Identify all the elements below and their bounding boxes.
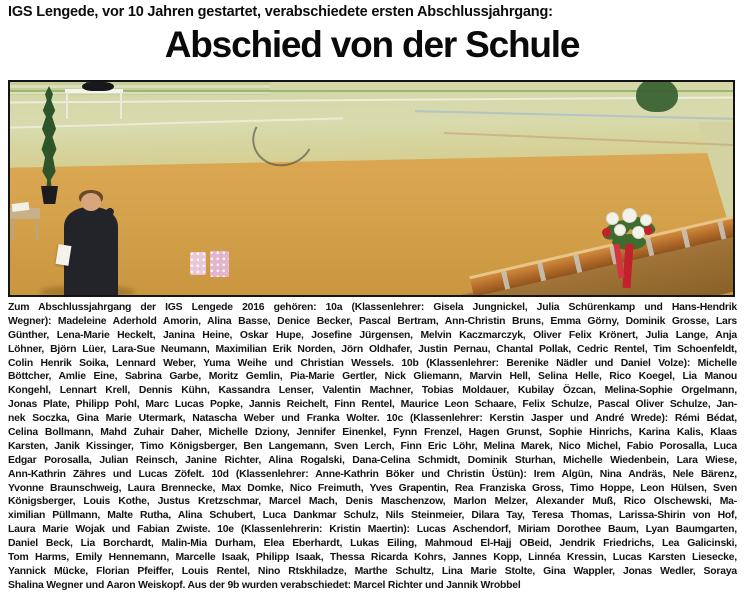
table-leg: [120, 92, 122, 119]
side-table-leg: [12, 218, 14, 240]
caption-line: Kongehl, Lennart Krell, Dennis Kühn, Kassandra Lenser, Valentin Machner, Tobias Moldauer, Kubilay Özcan, Melina-Sophie Orgelmann,: [8, 385, 737, 397]
kicker-line: IGS Lengede, vor 10 Jahren gestartet, verabschiedete ersten Abschlussjahrgang:: [8, 4, 553, 20]
caption-line: Yvonne Braunschweig, Laura Brennecke, Max Domke, Nico Freimuth, Yves Grapentin, Rea Franziska Gross, Timo Hoppe, Leon Hülsen, Sven: [8, 482, 737, 494]
caption-line: Tom Harms, Emily Hennemann, Marcelle Isaak, Philipp Isaak, Thessa Ricarda Kohrs, Jannes Kopp, Linnéa Kressin, Lucas Karsten Liesecke,: [8, 552, 737, 564]
caption-line: Ann-Kathrin Zähres und Lucas Zöfelt. 10d (Klassenlehrer: Anne-Kathrin Böker und Christin Üstün): Irem Algün, Nina Andräs, Nele Bärenz,: [8, 468, 737, 480]
caption-line: nek Soczka, Gina Marie Utermark, Natascha Weber und Franka Wolter. 10c (Klassenlehrer: Kerstin Jasper und André Wrede): Rémi Bédat,: [8, 413, 737, 425]
potted-cypress: [34, 86, 64, 208]
red-flower: [602, 228, 611, 237]
white-flower: [622, 208, 637, 223]
headline: Abschied von der Schule: [164, 24, 580, 65]
gift-bag: [190, 252, 206, 275]
white-flower: [632, 226, 645, 239]
white-flower: [614, 224, 626, 236]
caption-line: Königsberger, Louis Kothe, Justus Kretzschmar, Marcel Mach, Denis Maschenzow, Marlon Melzer, Alexander Muß, Rico Olschewski, Ma-: [8, 496, 737, 508]
side-table-leg: [36, 218, 38, 240]
class-photo: [8, 80, 735, 297]
caption-line: Celina Bollmann, Mahd Zuhair Daher, Michelle Dziony, Jennifer Einenkel, Fynn Frenzel, Hagen Grunst, Sophie Hinrichs, Karina Kalis, Klaas: [8, 427, 737, 439]
caption-line: Daniel Beck, Lia Borchardt, Malin-Mia Durham, Elea Eberhardt, Lukas Eiling, Mahmoud El-Hajj OBeid, Jendrik Friedrichs, Lea Galicinski,: [8, 538, 737, 550]
white-flower: [606, 212, 619, 225]
white-flower: [640, 214, 652, 226]
caption-line: Laura Marie Wojak und Fabian Zwiste. 10e (Klassenlehrerin: Kristin Maertin): Lucas Aschendorf, Miriam Dorothee Baum, Lyan Baumgarten,: [8, 524, 737, 536]
table-object: [82, 82, 114, 91]
table-leg: [66, 92, 68, 119]
gift-bag: [210, 251, 229, 277]
caption-line: Colin Henrik Soika, Lennard Weber, Yuma Weihe und Christian Wessels. 10b (Klassenlehrer: Berenike Nädler und Daniel Volze): Michelle: [8, 357, 737, 369]
cypress-foliage: [38, 86, 60, 188]
caption-line: Böttcher, Amlie Eine, Sabrina Garbe, Moritz Gemlin, Pia-Marie Gertler, Nick Gliemann, Marvin Hell, Selina Helle, Rico Koegel, Lia Manou: [8, 371, 737, 383]
caption-line: Yannick Mücke, Florian Pfeiffer, Louis Rentel, Nino Rtskhiladze, Marthe Schultz, Lina Marie Stolte, Gina Wappler, Jonas Wedler, Soraya: [8, 565, 737, 577]
photo-caption: [8, 301, 737, 593]
plant-pot: [41, 186, 58, 204]
flower-bouquet: [598, 208, 660, 292]
speaker-suit: [64, 207, 118, 295]
caption-line: Karsten, Janik Kissinger, Timo Königsberger, Ben Langemann, Sven Lerch, Finn Eric Löhr, Melina Marek, Nico Michel, Fabio Porosalla, Luca: [8, 440, 737, 452]
caption-line: Günther, Lena-Marie Heckelt, Janina Heine, Oskar Hupe, Josefine Jürgensen, Melvin Kaczmarczyk, Oliver Felix Krönert, Julia Lange, Anja: [8, 329, 737, 341]
caption-line: Wegner): Madeleine Aderhold Amorin, Alina Basse, Denice Becker, Pascal Bertram, Ann-Christin Bruns, Emma Görny, Dominik Grosse, Lars: [8, 315, 737, 327]
caption-line: Shalina Wegner und Aaron Weiskopf. Aus der 9b wurden verabschiedet: Marcel Richter und Jannik Wrobbel: [8, 579, 521, 591]
red-ribbon: [622, 244, 633, 288]
caption-line: ximilian Püllmann, Malte Rutha, Alina Schubert, Luca Dankmar Schulz, Nils Steinmeier, Dilara Tay, Teresa Thomas, Larissa-Shirin von Hof,: [8, 510, 737, 522]
speaker-head: [81, 193, 101, 211]
caption-line: Zum Abschlussjahrgang der IGS Lengede 2016 gehören: 10a (Klassenlehrer: Gisela Jungnickel, Julia Schürenkamp und Hans-Hendrik: [8, 302, 737, 313]
caption-line: Löhner, Björn Lüer, Lara-Sue Neumann, Maximilian Erik Norden, Jörn Oldhafer, Justin Pernau, Chantal Pollak, Cedric Rentel, Tim Schoenfeldt,: [8, 343, 737, 355]
caption-line: Edgar Porosalla, Julian Reinsch, Janine Richter, Alina Rogalski, Dana-Celina Schmidt, Dominik Sturhan, Michelle Wiedenbein, Lara Wiese,: [8, 454, 737, 466]
caption-line: Jonas Plate, Philipp Pohl, Marc Lucas Popke, Jannis Reichelt, Finn Rentel, Maurice Leon Schaare, Felix Schulze, Pascal Oliver Schulze, Jan-: [8, 399, 737, 411]
speaker-figure: [62, 192, 120, 295]
red-flower: [644, 226, 653, 235]
background-plant: [636, 80, 678, 112]
